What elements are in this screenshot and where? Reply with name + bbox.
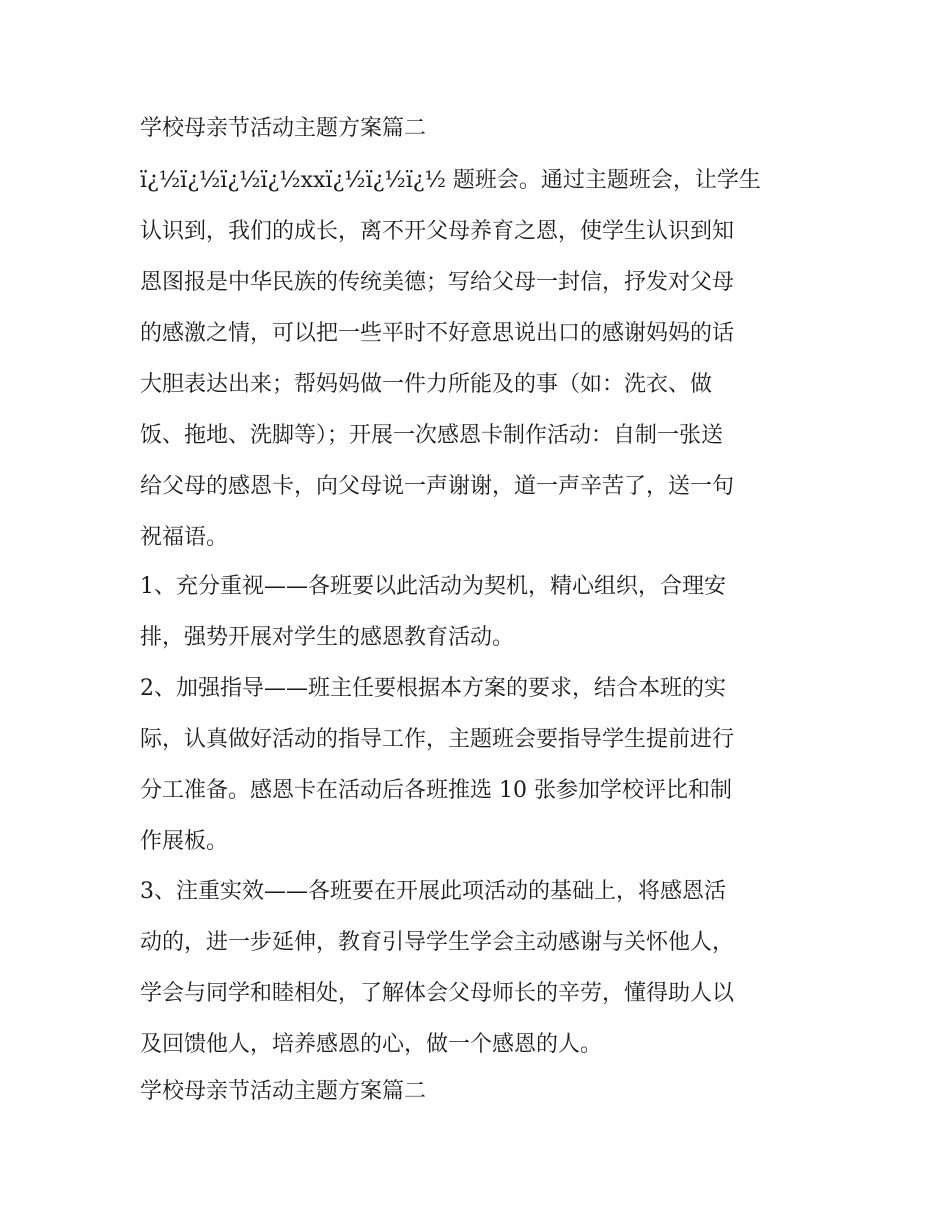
paragraph-line: 祝福语。 — [140, 525, 229, 550]
paragraph-line: 作展板。 — [140, 829, 229, 854]
paragraph-line: 饭、拖地、洗脚等）；开展一次感恩卡制作活动：自制一张送 — [140, 423, 724, 448]
paragraph-line: 给父母的感恩卡，向父母说一声谢谢，道一声辛苦了，送一句 — [140, 474, 735, 499]
paragraph-line: 际，认真做好活动的指导工作，主题班会要指导学生提前进行 — [140, 727, 735, 752]
paragraph-line: 及回馈他人，培养感恩的心，做一个感恩的人。 — [140, 1032, 603, 1057]
paragraph-line: 大胆表达出来；帮妈妈做一件力所能及的事（如：洗衣、做 — [140, 372, 713, 397]
paragraph-line: 学会与同学和睦相处，了解体会父母师长的辛劳，懂得助人以 — [140, 981, 735, 1006]
page-heading: 学校母亲节活动主题方案篇二 — [140, 116, 427, 141]
section-heading: 学校母亲节活动主题方案篇二 — [140, 1079, 427, 1104]
list-item-1 — [140, 561, 726, 663]
paragraph-line: 认识到，我们的成长，离不开父母养育之恩，使学生认识到知 — [140, 219, 735, 244]
paragraph-line: 动的，进一步延伸，教育引导学生学会主动感谢与关怀他人， — [140, 930, 735, 955]
paragraph-line: 3、注重实效——各班要在开展此项活动的基础上，将感恩活 — [140, 879, 726, 904]
paragraph-line: 的感激之情，可以把一些平时不好意思说出口的感谢妈妈的话 — [140, 321, 735, 346]
intro-paragraph — [140, 155, 761, 563]
paragraph-line: 排，强势开展对学生的感恩教育活动。 — [140, 625, 515, 650]
paragraph-line: ï¿½ï¿½ï¿½ï¿½xxï¿½ï¿½ï¿½ 题班会。通过主题班会，让学生 — [140, 168, 761, 193]
list-item-3 — [140, 866, 734, 1070]
paragraph-line: 2、加强指导——班主任要根据本方案的要求，结合本班的实 — [140, 676, 726, 701]
paragraph-line: 1、充分重视——各班要以此活动为契机，精心组织，合理安 — [140, 574, 726, 599]
paragraph-line: 分工准备。感恩卡在活动后各班推选 10 张参加学校评比和制 — [140, 778, 732, 803]
list-item-2 — [140, 663, 734, 867]
paragraph-line: 恩图报是中华民族的传统美德；写给父母一封信，抒发对父母 — [140, 270, 735, 295]
